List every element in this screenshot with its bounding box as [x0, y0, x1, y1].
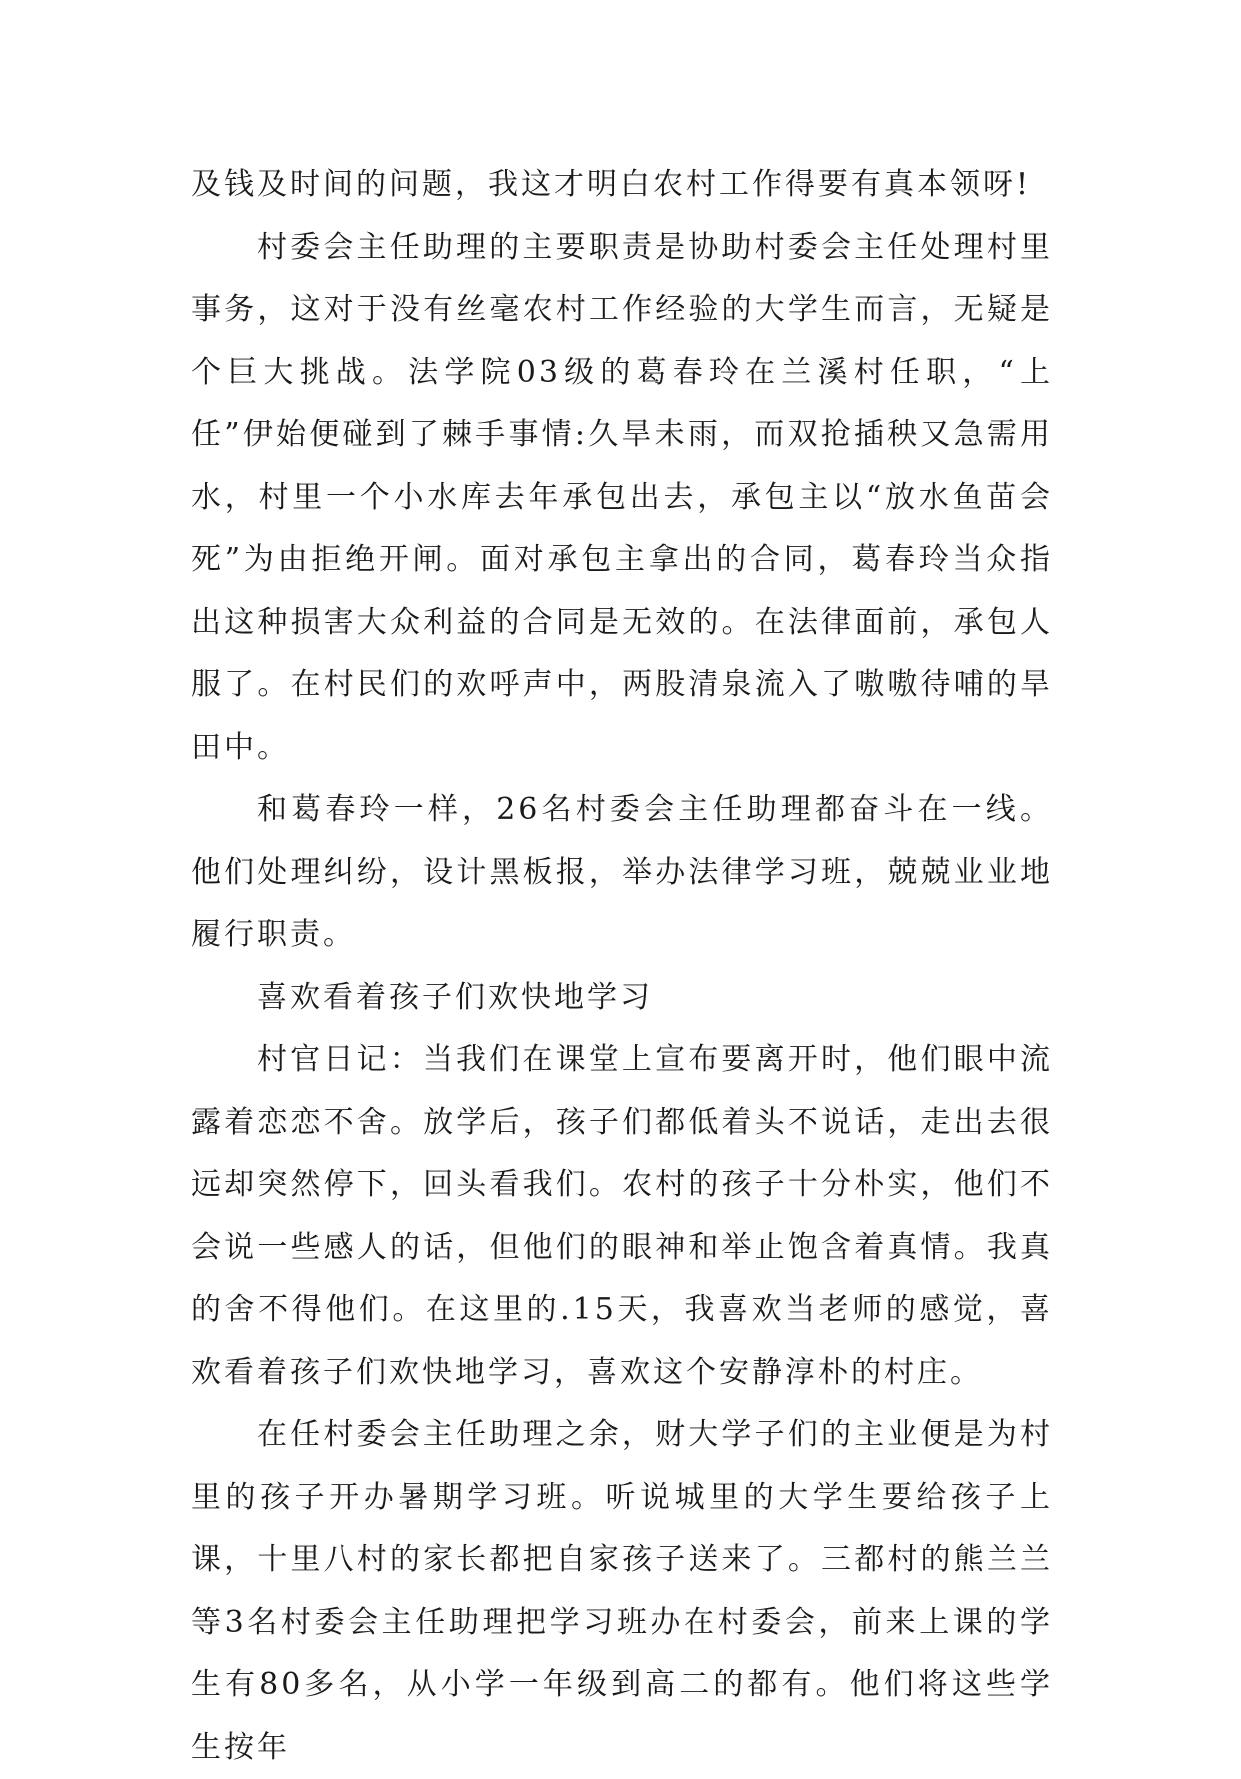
- paragraph-continuation: 及钱及时间的问题，我这才明白农村工作得要有真本领呀!: [191, 167, 1032, 202]
- document-body: [191, 154, 1053, 1779]
- paragraph-assistant-duties: 村委会主任助理的主要职责是协助村委会主任处理村里事务，这对于没有丝毫农村工作经验的大学生而言，无疑是个巨大挑战。法学院03级的葛春玲在兰溪村任职，“上任”伊始便碰到了棘手事情:久旱未雨，而双抢插秧又急需用水，村里一个小水库去年承包出去，承包主以“放水鱼苗会死”为由拒绝开闸。面对承包主拿出的合同，葛春玲当众指出这种损害大众利益的合同是无效的。在法律面前，承包人服了。在村民们的欢呼声中，两股清泉流入了嗷嗷待哺的旱田中。: [191, 229, 1053, 765]
- paragraph-26-assistants: 和葛春玲一样，26名村委会主任助理都奋斗在一线。他们处理纠纷，设计黑板报，举办法律学习班，兢兢业业地履行职责。: [191, 792, 1053, 952]
- section-heading: 喜欢看着孩子们欢快地学习: [257, 979, 653, 1015]
- paragraph-summer-class: 在任村委会主任助理之余，财大学子们的主业便是为村里的孩子开办暑期学习班。听说城里的大学生要给孩子上课，十里八村的家长都把自家孩子送来了。三都村的熊兰兰等3名村委会主任助理把学习班办在村委会，前来上课的学生有80多名，从小学一年级到高二的都有。他们将这些学生按年: [191, 1417, 1053, 1765]
- paragraph-village-diary: 村官日记：当我们在课堂上宣布要离开时，他们眼中流露着恋恋不舍。放学后，孩子们都低着头不说话，走出去很远却突然停下，回头看我们。农村的孩子十分朴实，他们不会说一些感人的话，但他们的眼神和举止饱含着真情。我真的舍不得他们。在这里的.15天，我喜欢当老师的感觉，喜欢看着孩子们欢快地学习，喜欢这个安静淳朴的村庄。: [191, 1042, 1053, 1390]
